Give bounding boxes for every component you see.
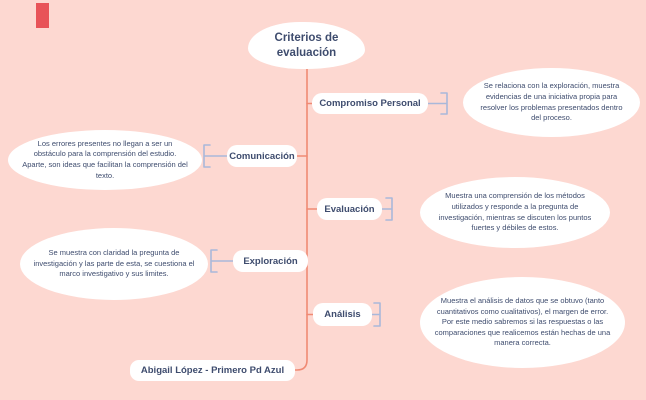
author-topic[interactable] (130, 360, 295, 381)
note-exploracion[interactable] (20, 228, 208, 300)
topic-compromiso-personal[interactable] (312, 93, 428, 114)
author-label: Abigail López - Primero Pd Azul (140, 365, 285, 376)
note-evaluacion[interactable] (420, 177, 610, 248)
note-compromiso-personal[interactable] (463, 68, 640, 137)
topic-label: Evaluación (324, 203, 375, 215)
note-comunicacion[interactable] (8, 130, 202, 190)
bracket-comunicacion (204, 145, 227, 167)
note-text: Muestra el análisis de datos que se obtuvo (tanto cuantitativos como cualitativos), el margen de error. Por este medio sabremos si las respuestas o las comparaciones que realicemos están hechas de una manera correcta. (434, 295, 611, 348)
topic-label: Compromiso Personal (319, 98, 421, 109)
topic-label: Análisis (324, 309, 361, 320)
note-text: Muestra una comprensión de los métodos utilizados y responde a la pregunta de investigación, mientras se discuten los puntos fuertes y débiles de estos. (438, 191, 592, 233)
topic-label: Exploración (243, 255, 298, 267)
bracket-exploracion (211, 250, 233, 272)
note-analisis[interactable] (420, 277, 625, 368)
topic-comunicacion[interactable] (227, 145, 297, 167)
topic-label: Comunicación (229, 150, 295, 162)
topic-analisis[interactable] (313, 303, 372, 326)
topic-exploracion[interactable] (233, 250, 308, 272)
root-topic-label: Criterios de evaluación (274, 31, 339, 59)
bracket-evaluacion (382, 198, 392, 220)
trunk-line (295, 68, 307, 370)
note-text: Se muestra con claridad la pregunta de investigación y las parte de esta, se cuestiona el marco investigativo y sus limites. (33, 248, 195, 279)
note-text: Los errores presentes no llegan a ser un obstáculo para la comprensión del estudio. Aparte, son ideas que facilitan la comprensión del texto. (22, 138, 188, 180)
bracket-compromiso (428, 93, 447, 114)
bracket-analisis (372, 303, 380, 326)
topic-evaluacion[interactable] (317, 198, 382, 220)
note-text: Se relaciona con la exploración, muestra evidencias de una iniciativa propia para resolver los problemas presentados dentro del proceso. (480, 81, 623, 123)
red-bookmark-ribbon (36, 3, 49, 28)
